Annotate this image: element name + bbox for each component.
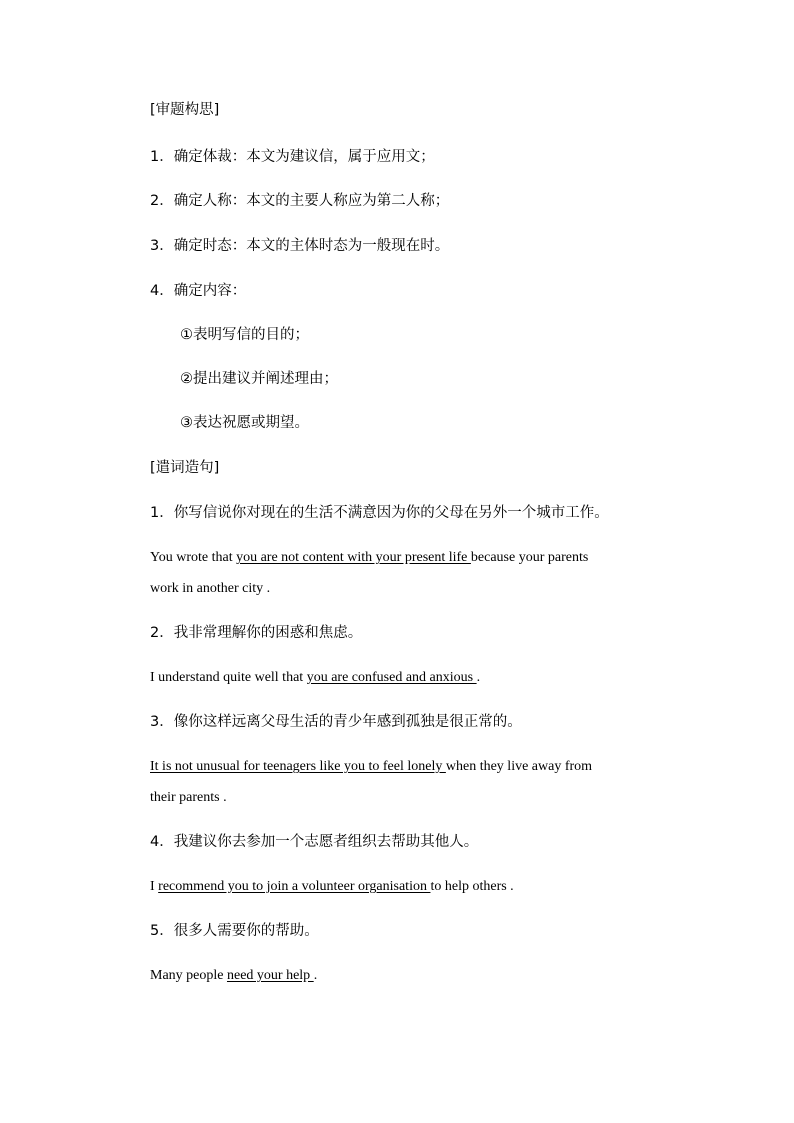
sentence-3-english [150,760,592,774]
sentence-1-english-line-2: work in another city . [150,581,271,596]
sentence-2-suffix: . [476,670,481,685]
analysis-item-person: 2．确定人称：本文的主要人称应为第二人称； [150,193,450,209]
sentence-2-chinese: 2．我非常理解你的困惑和焦虑。 [150,625,363,641]
sentence-4-chinese: 4．我建议你去参加一个志愿者组织去帮助其他人。 [150,834,479,850]
analysis-item-content: 4．确定内容： [150,283,247,299]
analysis-item-tense: 3．确定时态：本文的主体时态为一般现在时。 [150,238,450,254]
sentence-2-answer: you are confused and anxious [306,670,477,685]
sentence-1-english [150,551,588,565]
sentence-4-prefix: I [150,879,159,894]
sentence-3-chinese: 3．像你这样远离父母生活的青少年感到孤独是很正常的。 [150,714,522,730]
sentence-5-prefix: Many people [150,968,227,983]
sentence-5-suffix: . [313,968,318,983]
analysis-heading: [审题构思] [150,102,220,118]
sentence-5-english [150,969,317,983]
sentence-4-suffix: to help others . [430,879,514,894]
sentence-1-answer: you are not content with your present life [236,550,471,565]
content-point-1: ①表明写信的目的； [180,327,309,343]
content-point-2: ②提出建议并阐述理由； [180,371,338,387]
sentence-3-answer: It is not unusual for teenagers like you to feel lonely [150,759,446,774]
sentence-3-suffix: when they live away from [445,759,593,774]
sentence-1-chinese: 1．你写信说你对现在的生活不满意因为你的父母在另外一个城市工作。 [150,505,609,521]
sentence-5-answer: need your help [226,968,314,983]
sentences-heading: [遣词造句] [150,460,220,476]
sentence-1-suffix: because your parents [470,550,589,565]
content-point-3: ③表达祝愿或期望。 [180,415,309,431]
sentence-1-prefix: You wrote that [150,550,237,565]
sentence-3-english-line-2: their parents . [150,790,227,805]
sentence-2-english [150,671,480,685]
sentence-4-answer: recommend you to join a volunteer organisation [158,879,431,894]
sentence-2-prefix: I understand quite well that [150,670,307,685]
analysis-item-genre: 1．确定体裁：本文为建议信，属于应用文； [150,149,435,165]
sentence-5-chinese: 5．很多人需要你的帮助。 [150,923,319,939]
sentence-4-english [150,880,514,894]
